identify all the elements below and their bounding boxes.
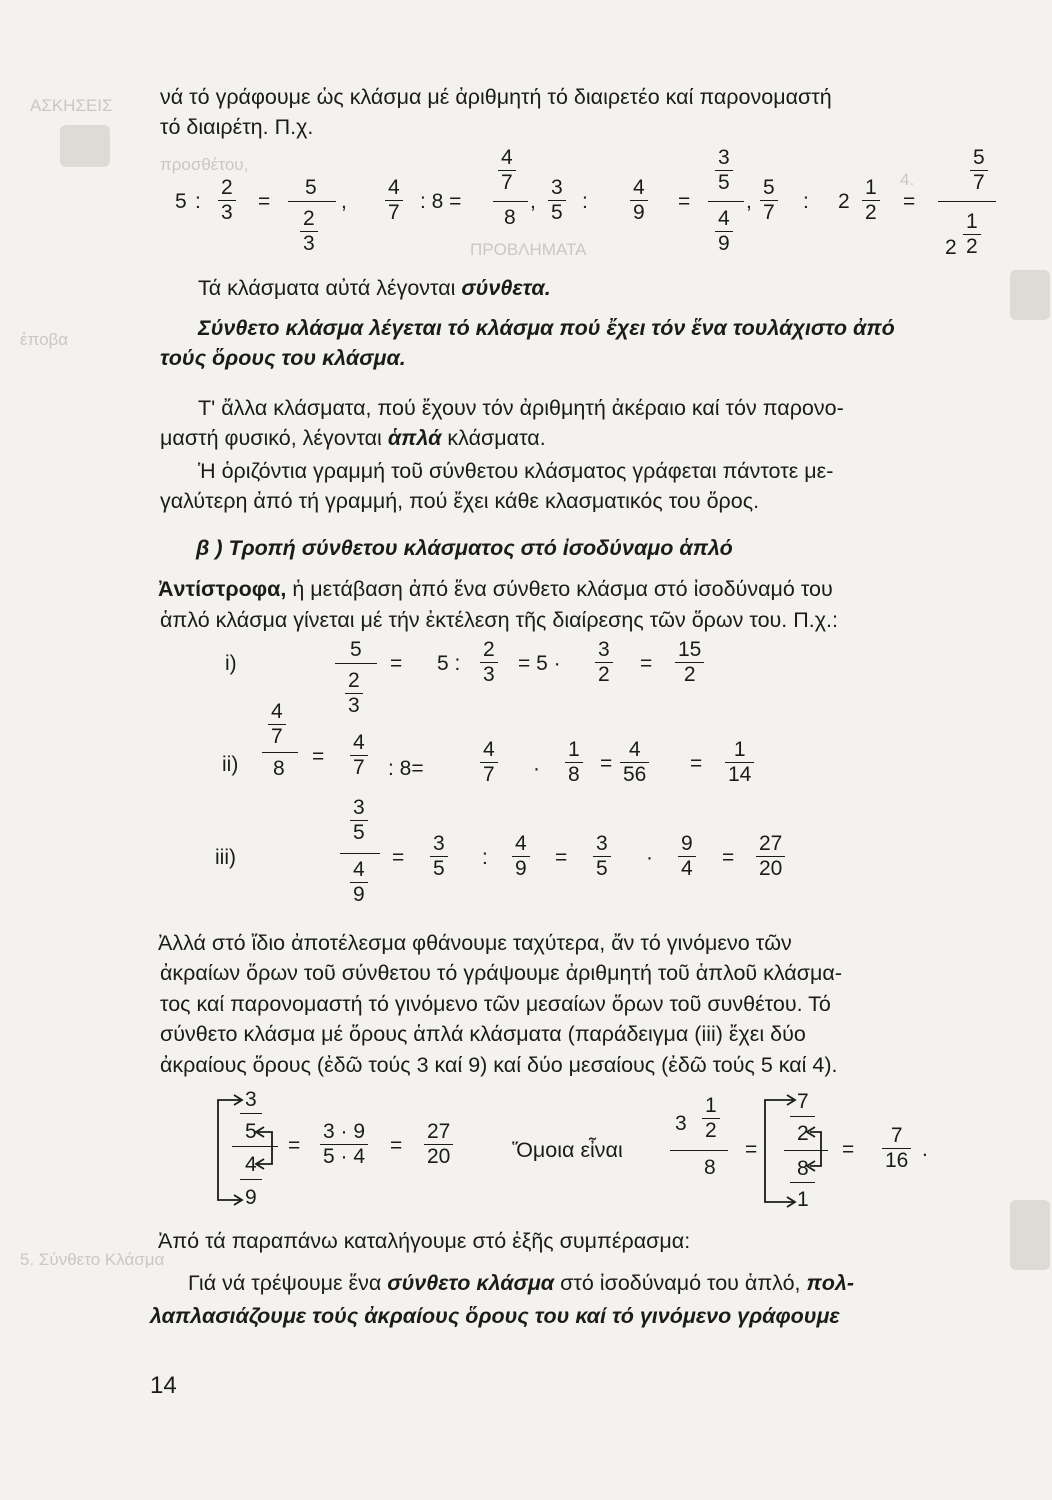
colon: : (482, 846, 488, 869)
eq3: = (745, 1138, 758, 1161)
den: 3 (483, 663, 495, 686)
num: 27 (759, 832, 783, 855)
conversion-line-1 (158, 574, 1003, 604)
simple-text-end: κλάσματα. (441, 426, 546, 450)
den: 9 (718, 232, 730, 255)
eq2: = (600, 752, 613, 775)
t-result (882, 1124, 911, 1173)
ex4-res-num (970, 146, 988, 195)
s-nn: 3 (675, 1112, 687, 1135)
final-term-2: πολ- (806, 1271, 855, 1295)
den: 5 (353, 821, 365, 844)
den: 7 (763, 201, 775, 224)
label: iii) (215, 846, 236, 869)
eq1: = (390, 652, 403, 675)
products (320, 1120, 368, 1169)
num: 3 (596, 832, 608, 855)
eq3: = (722, 846, 735, 869)
num: 4 (271, 700, 283, 723)
definition-line-1: Σύνθετο κλάσμα λέγεται τό κλάσμα πού ἔχει τόν ἕνα τουλάχιστο ἀπό (198, 316, 895, 340)
ex3-res-num (715, 146, 733, 195)
num: 3 (353, 796, 365, 819)
eq3: = (640, 652, 653, 675)
ex4-eq: = (903, 190, 916, 213)
num: 4 (633, 176, 645, 199)
den: 7 (483, 763, 495, 786)
num: 1 (733, 738, 746, 761)
short-line-5: ἀκραίους ὅρους (ἐδῶ τούς 3 καί 9) καί δύο μεσαίους (ἐδῶ τούς 5 καί 4). (160, 1053, 838, 1077)
f3 (595, 638, 613, 687)
line-rule-1: Ἡ ὁριζόντια γραμμή τοῦ σύνθετου κλάσματος γράφεται πάντοτε με- (198, 459, 834, 483)
ex2-comma: , (530, 190, 536, 213)
ex1-comma: , (341, 190, 347, 213)
ex3-comma: , (746, 190, 752, 213)
ex2-op: : 8 = (420, 190, 462, 213)
final-text-mid: στό ἰσοδύναμό του ἁπλό, (554, 1271, 807, 1295)
ex4-fraction (760, 176, 778, 225)
num: 4 (628, 738, 641, 761)
ex4-res-den (963, 210, 981, 259)
num: 7 (890, 1124, 903, 1147)
den: 7 (388, 201, 400, 224)
ex4-res-int: 2 (945, 236, 957, 259)
term-a: 3 (245, 1088, 257, 1111)
num: 2 (348, 669, 360, 692)
intro-line-1: νά τό γράφουμε ὡς κλάσμα μέ ἀριθμητή τό διαιρετέο καί παρονομαστή (160, 85, 832, 109)
conversion-text: ἡ μετάβαση ἀπό ἕνα σύνθετο κλάσμα στό ἰσοδύναμό του (286, 577, 833, 601)
den: 2 (705, 1119, 717, 1142)
den: 9 (515, 857, 527, 880)
den: 2 (865, 201, 877, 224)
ex1-fraction (218, 176, 236, 225)
s-inner (702, 1094, 720, 1143)
den: 3 (348, 694, 360, 717)
ex4-b-fraction (862, 176, 880, 225)
num: 2 (303, 207, 315, 230)
period: . (922, 1138, 928, 1161)
eq1: = (288, 1134, 301, 1157)
f3 (512, 832, 530, 881)
den: 5 · 4 (323, 1145, 366, 1168)
den: 2 (966, 235, 978, 258)
simple-line-1: Τ' ἄλλα κλάσματα, πού ἔχουν τόν ἀριθμητή ἀκέραιο καί τόν παρονο- (198, 396, 844, 420)
num: 3 (598, 638, 610, 661)
num: 4 (353, 858, 365, 881)
den: 9 (353, 883, 365, 906)
f4 (675, 638, 704, 687)
s-den: 8 (704, 1156, 716, 1179)
page-number: 14 (150, 1372, 177, 1399)
conversion-term: Ἀντίστροφα, (158, 577, 287, 601)
label: i) (225, 652, 237, 675)
den: 2 (598, 663, 610, 686)
diagram-arrows (200, 1088, 280, 1218)
den: 7 (271, 725, 283, 748)
num: 4 (483, 738, 495, 761)
called-term: σύνθετα. (461, 276, 551, 300)
num: 4 (388, 176, 400, 199)
t-c: 8 (797, 1157, 809, 1180)
term-b: 5 (245, 1120, 257, 1143)
num: 9 (681, 832, 693, 855)
nested-num (350, 796, 368, 845)
num: 4 (501, 146, 513, 169)
den: 2 (683, 663, 696, 686)
ex1-colon: : (195, 190, 201, 213)
num: 4 (718, 207, 730, 230)
f6 (756, 832, 785, 881)
den: 8 (273, 757, 285, 780)
simple-line-2 (160, 423, 1005, 453)
den: 16 (885, 1149, 909, 1172)
f3 (480, 738, 498, 787)
ex2-fraction (385, 176, 403, 225)
section-title: β ) Τροπή σύνθετου κλάσματος στό ἰσοδύναμο ἁπλό (196, 536, 733, 560)
simple-text: μαστή φυσικό, λέγονται (160, 426, 388, 450)
ex4-int: 2 (838, 190, 850, 213)
short-line-3: τος καί παρονομαστή τό γινόμενο τῶν μεσαίων ὅρων τοῦ συνθέτου. Τό (160, 992, 831, 1016)
eq2: = (390, 1134, 403, 1157)
num: 3 · 9 (323, 1120, 366, 1143)
dot: · (533, 757, 540, 780)
nested-den (350, 858, 368, 907)
eq1: = (312, 745, 325, 768)
d1 (345, 669, 363, 718)
t-b: 2 (797, 1122, 809, 1145)
f2 (480, 638, 498, 687)
final-line-2: λαπλασιάζουμε τούς ἀκραίους ὅρους του καί τό γινόμενο γράφουμε (150, 1304, 840, 1328)
den: 14 (728, 763, 752, 786)
ex1-res-num: 5 (305, 176, 317, 199)
similar-text: Ὅμοια εἶναι (512, 1138, 623, 1162)
ex3-eq: = (678, 190, 691, 213)
den: 5 (551, 201, 563, 224)
final-line-1 (188, 1268, 1033, 1298)
num: 3 (718, 146, 730, 169)
den: 20 (759, 857, 783, 880)
ex3-colon: : (582, 190, 588, 213)
f4 (565, 738, 583, 787)
ex1-int: 5 (175, 190, 187, 213)
line-rule-2: γαλύτερη ἀπό τή γραμμή, πού ἔχει κάθε κλασματικός του ὅρος. (160, 489, 760, 513)
den: 9 (633, 201, 645, 224)
den: 20 (427, 1145, 451, 1168)
short-line-2: ἀκραίων ὅρων τοῦ σύνθετου τό γράψουμε ἀριθμητή τοῦ ἁπλοῦ κλάσμα- (160, 961, 842, 985)
den: 5 (596, 857, 608, 880)
den: 5 (718, 171, 730, 194)
label: ii) (222, 753, 239, 776)
num: 15 (678, 638, 702, 661)
num: 5 (763, 176, 775, 199)
den: 3 (221, 201, 233, 224)
t-d: 1 (797, 1188, 809, 1211)
den: 7 (501, 171, 513, 194)
ex3-res-den (715, 207, 733, 256)
ex2-res-den: 8 (504, 206, 516, 229)
den: 5 (433, 857, 445, 880)
ex1-eq: = (258, 190, 271, 213)
conclusion: Ἀπό τά παραπάνω καταλήγουμε στό ἑξῆς συμπέρασμα: (158, 1229, 691, 1253)
f6 (725, 738, 754, 787)
num: 5 (973, 146, 985, 169)
ex1-res-den (300, 207, 318, 256)
den: 56 (623, 763, 647, 786)
conversion-line-2: ἁπλό κλάσμα γίνεται μέ τήν ἐκτέλεση τῆς διαίρεσης τῶν ὅρων του. Π.χ.: (160, 608, 838, 632)
ex4-colon: : (803, 190, 809, 213)
t-a: 7 (797, 1090, 809, 1113)
f5 (620, 738, 649, 787)
den: 7 (973, 171, 985, 194)
f4 (593, 832, 611, 881)
eq2: = (555, 846, 568, 869)
diagram-arrows-2 (755, 1090, 825, 1215)
num: 2 (221, 176, 233, 199)
op: : 8= (388, 757, 424, 780)
f2 (350, 731, 368, 780)
eq1: = (392, 846, 405, 869)
intro-line-2: τό διαιρέτη. Π.χ. (160, 115, 314, 139)
eq3: = (690, 752, 703, 775)
num: 1 (568, 738, 580, 761)
num: 2 (483, 638, 495, 661)
num: 1 (705, 1094, 717, 1117)
den: 8 (568, 763, 580, 786)
num: 3 (433, 832, 445, 855)
result (424, 1120, 453, 1169)
f2 (430, 832, 448, 881)
ex3-b-fraction (630, 176, 648, 225)
ex3-fraction (548, 176, 566, 225)
eq2: = 5 · (518, 652, 561, 675)
num: 4 (515, 832, 527, 855)
final-text: Γιά νά τρέψουμε ἕνα (188, 1271, 388, 1295)
num: 3 (551, 176, 563, 199)
term-c: 4 (245, 1153, 257, 1176)
called-text: Τά κλάσματα αὐτά λέγονται (198, 276, 462, 300)
num: 1 (966, 210, 978, 233)
simple-term: ἁπλά (387, 426, 442, 450)
eq4: = (842, 1138, 855, 1161)
final-term: σύνθετο κλάσμα (387, 1271, 555, 1295)
f5 (678, 832, 696, 881)
dot: · (646, 846, 653, 869)
short-line-4: σύνθετο κλάσμα μέ ὅρους ἁπλά κλάσματα (παράδειγμα (iii) ἔχει δύο (160, 1022, 806, 1046)
num: 27 (427, 1120, 451, 1143)
den: 4 (681, 857, 693, 880)
mid: 5 : (437, 652, 461, 675)
n1: 5 (350, 638, 362, 661)
called-line (198, 273, 1043, 303)
short-line-1: Ἀλλά στό ἴδιο ἀποτέλεσμα φθάνουμε ταχύτερα, ἄν τό γινόμενο τῶν (158, 931, 792, 955)
den: 7 (353, 756, 365, 779)
ex2-res-num (498, 146, 516, 195)
nested-num (268, 700, 286, 749)
num: 1 (865, 176, 877, 199)
definition-line-2: τούς ὅρους του κλάσμα. (160, 346, 406, 370)
term-d: 9 (245, 1186, 257, 1209)
den: 3 (303, 232, 315, 255)
num: 4 (353, 731, 365, 754)
